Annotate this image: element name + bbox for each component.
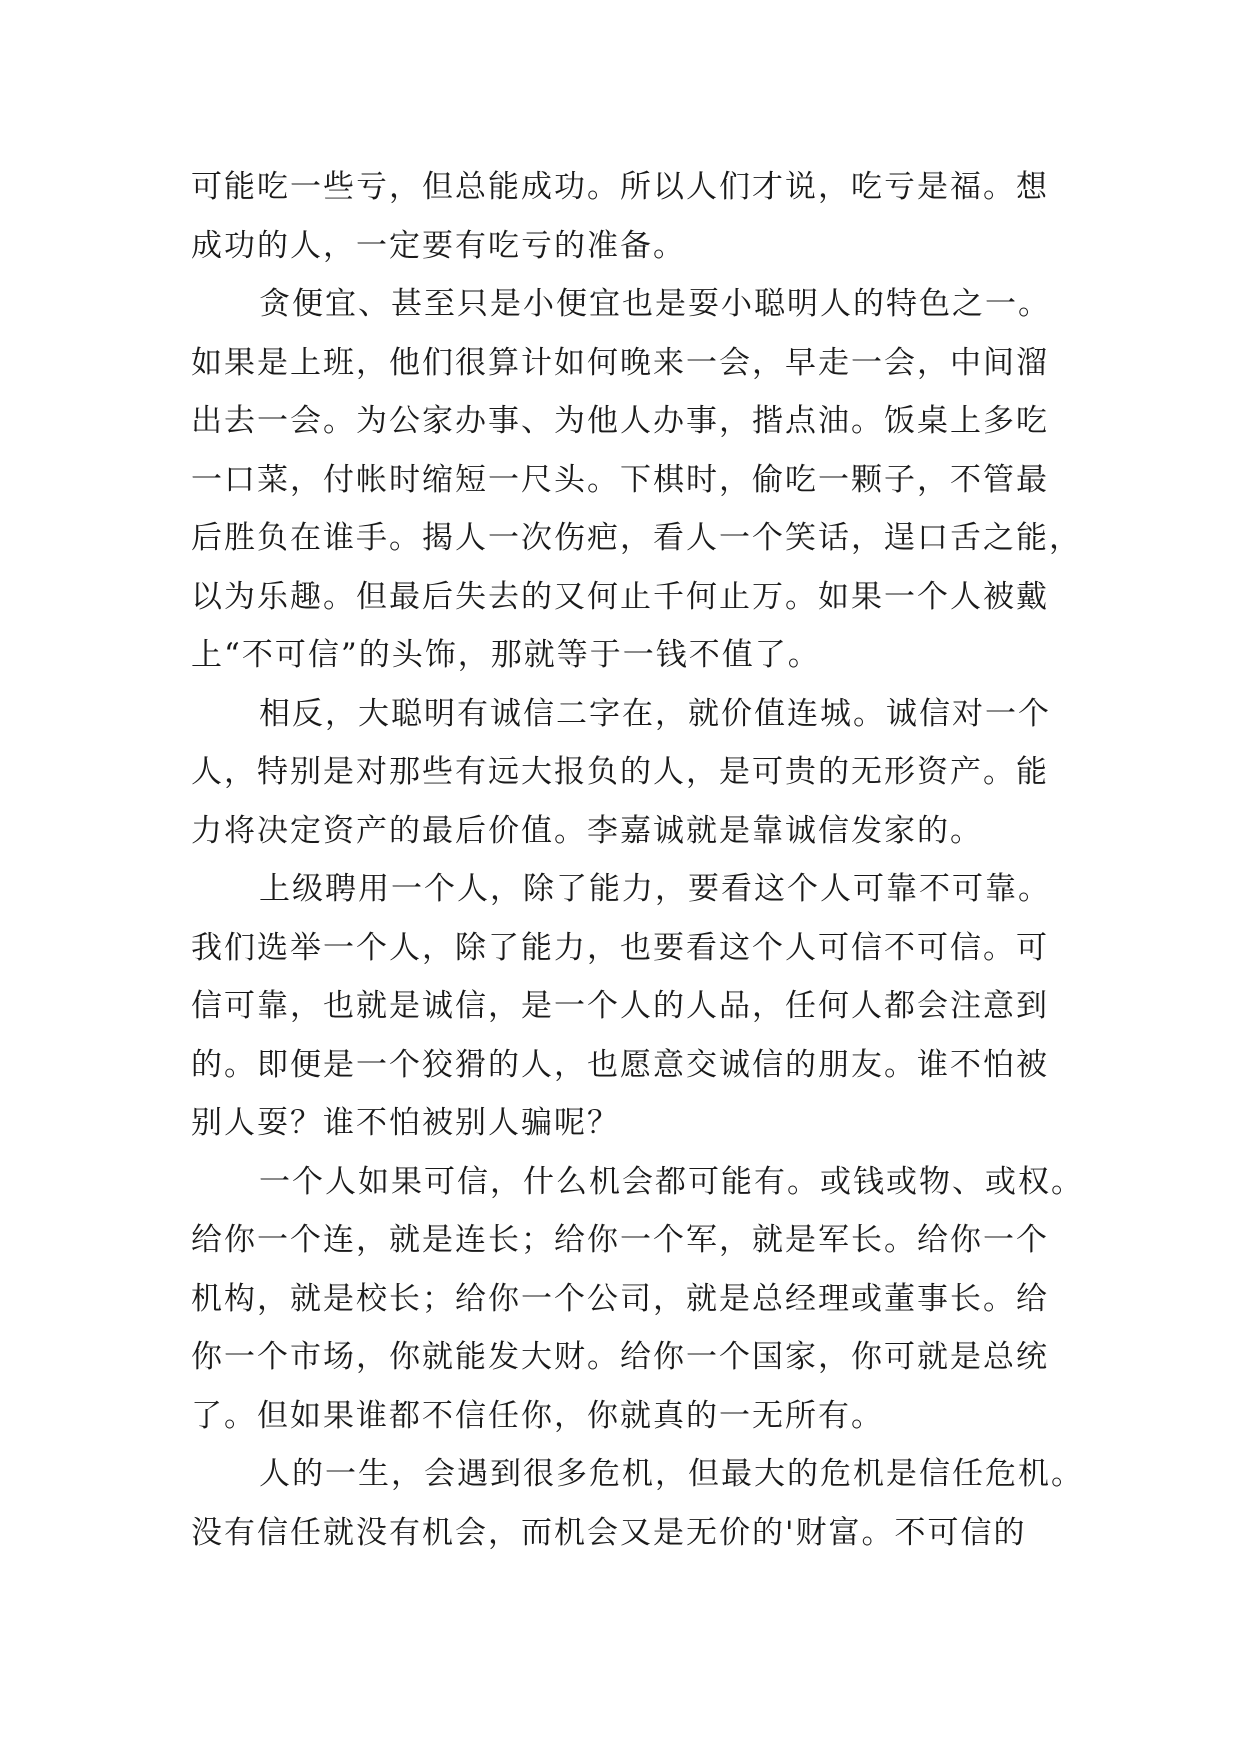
text-line: 人，特别是对那些有远大报负的人，是可贵的无形资产。能 [191,754,1049,790]
text-line: 机构，就是校长；给你一个公司，就是总经理或董事长。给 [191,1280,1049,1317]
body-text [191,158,1084,1562]
text-line: 后胜负在谁手。揭人一次伤疤，看人一个笑话，逞口舌之能， [191,520,1082,556]
text-line: 我们选举一个人，除了能力，也要看这个人可信不可信。可 [191,929,1049,966]
text-line: 信可靠，也就是诚信，是一个人的人品，任何人都会注意到 [191,988,1049,1024]
text-line: 如果是上班，他们很算计如何晚来一会，早走一会，中间溜 [191,344,1049,381]
text-line: 别人耍？谁不怕被别人骗呢？ [191,1105,620,1141]
text-line: 没有信任就没有机会，而机会又是无价的'财富。不可信的 [191,1514,1027,1551]
text-line: 力将决定资产的最后价值。李嘉诚就是靠诚信发家的。 [191,812,983,849]
text-line: 给你一个连，就是连长；给你一个军，就是军长。给你一个 [191,1222,1049,1258]
text-line: 可能吃一些亏，但总能成功。所以人们才说，吃亏是福。想 [191,169,1049,205]
text-line: 成功的人，一定要有吃亏的准备。 [191,227,686,264]
text-line: 以为乐趣。但最后失去的又何止千何止万。如果一个人被戴 [191,578,1049,615]
text-line: 一口菜，付帐时缩短一尺头。下棋时，偷吃一颗子，不管最 [191,461,1049,498]
text-line: 相反，大聪明有诚信二字在，就价值连城。诚信对一个 [259,695,1051,732]
text-line: 你一个市场，你就能发大财。给你一个国家，你可就是总统 [191,1339,1049,1375]
text-line: 人的一生，会遇到很多危机，但最大的危机是信任危机。 [259,1456,1084,1492]
text-line: 了。但如果谁都不信任你，你就真的一无所有。 [191,1397,884,1434]
text-line: 出去一会。为公家办事、为他人办事，揩点油。饭桌上多吃 [191,403,1049,439]
text-line: 的。即便是一个狡猾的人，也愿意交诚信的朋友。谁不怕被 [191,1046,1049,1083]
text-line: 上“不可信”的头饰，那就等于一钱不值了。 [191,637,821,673]
text-line: 贪便宜、甚至只是小便宜也是耍小聪明人的特色之一。 [259,286,1051,322]
text-line: 上级聘用一个人，除了能力，要看这个人可靠不可靠。 [259,871,1051,907]
text-line: 一个人如果可信，什么机会都可能有。或钱或物、或权。 [259,1163,1084,1200]
